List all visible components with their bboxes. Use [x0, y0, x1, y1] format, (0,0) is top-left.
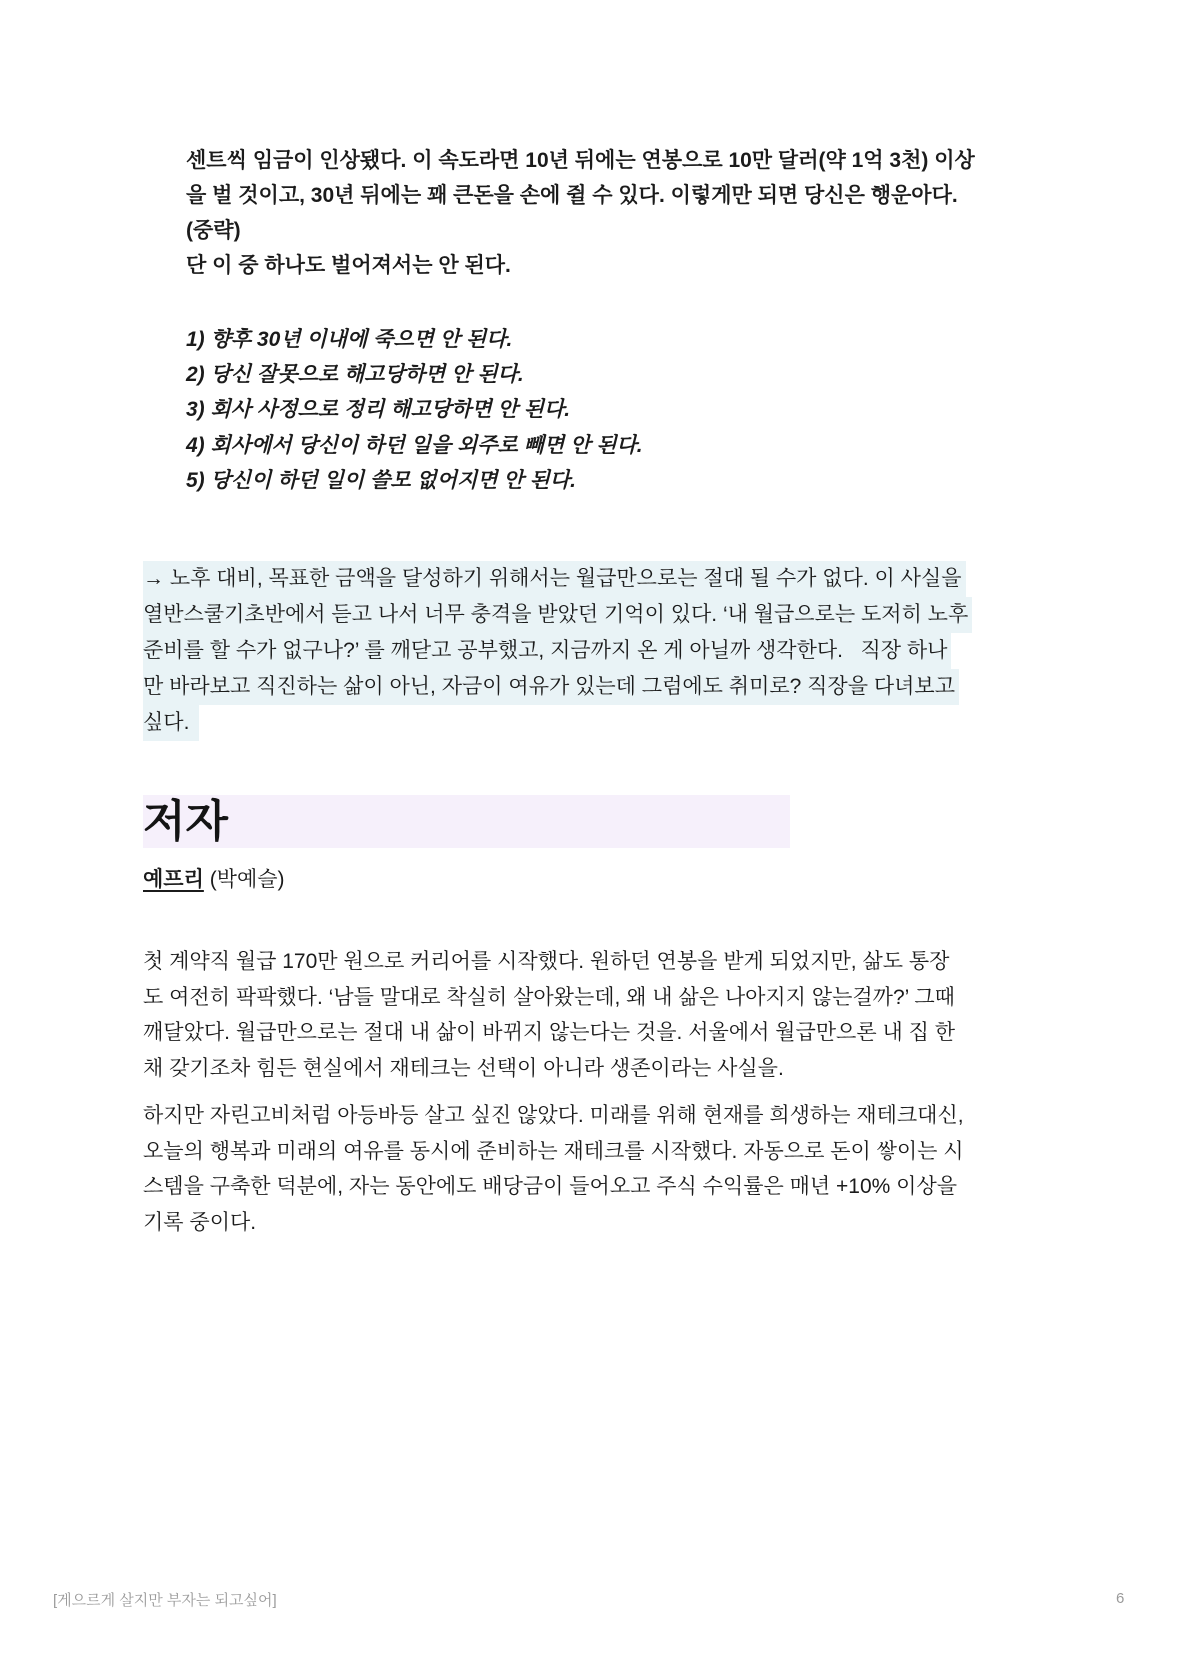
quote-line: 센트씩 임금이 인상됐다. 이 속도라면 10년 뒤에는 연봉으로 10만 달러(약 1억 3천) 이상: [186, 149, 975, 172]
bio-line: 첫 계약직 월급 170만 원으로 커리어를 시작했다. 원하던 연봉을 받게 되었지만, 삶도 통장: [143, 950, 950, 973]
bio-line: 하지만 자린고비처럼 아등바등 살고 싶진 않았다. 미래를 위해 현재를 희생하는 재테크대신,: [143, 1104, 964, 1127]
highlighted-note: [143, 561, 972, 741]
note-line: 만 바라보고 직진하는 삶이 아닌, 자금이 여유가 있는데 그럼에도 취미로? 직장을 다녀보고: [143, 669, 959, 705]
bio-line: 기록 중이다.: [143, 1210, 257, 1234]
bio-line: 도 여전히 팍팍했다. ‘남들 말대로 착실히 살아왔는데, 왜 내 삶은 나아지지 않는걸까?’ 그때: [143, 985, 955, 1009]
bio-line: 오늘의 행복과 미래의 여유를 동시에 준비하는 재테크를 시작했다. 자동으로 돈이 쌓이는 시: [143, 1139, 964, 1163]
note-line: → 노후 대비, 목표한 금액을 달성하기 위해서는 월급만으로는 절대 될 수가 없다. 이 사실을: [143, 561, 966, 597]
quote-list-item: 5) 당신이 하던 일이 쓸모 없어지면 안 된다.: [186, 468, 576, 492]
bio-line: 채 갖기조차 힘든 현실에서 재테크는 선택이 아니라 생존이라는 사실을.: [143, 1056, 784, 1080]
author-pen-name: 예프리: [143, 868, 204, 891]
quote-block: [186, 143, 975, 283]
author-bio-paragraph: [143, 1098, 964, 1240]
quote-line: 을 벌 것이고, 30년 뒤에는 꽤 큰돈을 손에 쥘 수 있다. 이렇게만 되면 당신은 행운아다.: [186, 184, 958, 207]
quote-list-item: 3) 회사 사정으로 정리 해고당하면 안 된다.: [186, 398, 571, 422]
author-bio-paragraph: [143, 944, 955, 1086]
quote-list: [186, 322, 643, 498]
bio-line: 깨달았다. 월급만으로는 절대 내 삶이 바뀌지 않는다는 것을. 서울에서 월급만으론 내 집 한: [143, 1021, 955, 1044]
bio-line: 스템을 구축한 덕분에, 자는 동안에도 배당금이 들어오고 주식 수익률은 매년 +10% 이상을: [143, 1175, 958, 1198]
author-name-line: [143, 862, 285, 897]
quote-line: (중략): [186, 219, 241, 242]
quote-list-item: 4) 회사에서 당신이 하던 일을 외주로 빼면 안 된다.: [186, 433, 643, 457]
note-line: 준비를 할 수가 없구나?’ 를 깨닫고 공부했고, 지금까지 온 게 아닐까 생각한다. 직장 하나: [143, 633, 951, 669]
quote-list-item: 1) 향후 30년 이내에 죽으면 안 된다.: [186, 328, 513, 351]
author-section-heading: 저자: [143, 795, 790, 848]
footer-book-title: [게으르게 살지만 부자는 되고싶어]: [53, 1592, 277, 1609]
quote-line: 단 이 중 하나도 벌어져서는 안 된다.: [186, 254, 511, 277]
quote-list-item: 2) 당신 잘못으로 해고당하면 안 된다.: [186, 363, 524, 387]
footer-page-number: 6: [1116, 1590, 1125, 1607]
author-real-name: (박예슬): [203, 868, 285, 891]
note-line: 싶다.: [143, 705, 199, 741]
note-line: 열반스쿨기초반에서 듣고 나서 너무 충격을 받았던 기억이 있다. ‘내 월급으로는 도저히 노후: [143, 597, 972, 633]
